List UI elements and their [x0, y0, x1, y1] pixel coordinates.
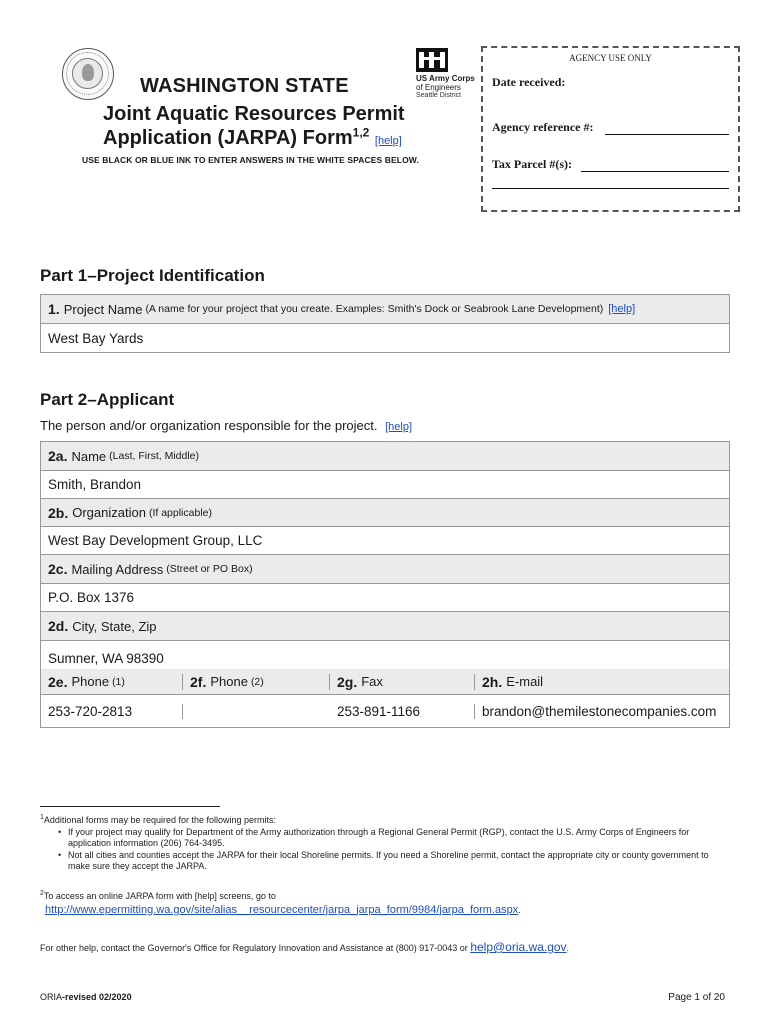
footnote-1-list — [58, 827, 730, 873]
q1-help-link[interactable]: [help] — [608, 303, 636, 315]
part2-help-link[interactable]: [help] — [385, 421, 413, 433]
footnote-divider — [40, 806, 220, 807]
footer-org: ORIA — [40, 992, 63, 1002]
q2d-number: 2d. — [48, 618, 69, 634]
page-number: Page 1 of 20 — [668, 992, 725, 1003]
phone2-header — [183, 674, 330, 690]
q2a-number: 2a. — [48, 448, 68, 464]
seal-portrait — [82, 64, 94, 81]
footnote-1 — [40, 815, 730, 873]
q2c-label: Mailing Address — [71, 561, 164, 577]
q2c-number: 2c. — [48, 561, 68, 577]
jarpa-form-link[interactable]: http://www.epermitting.wa.gov/site/alias__resourcecenter/jarpa_jarpa_form/9984/jarpa_form.aspx — [45, 903, 519, 916]
part1-title: Part 1–Project Identification — [40, 266, 265, 285]
organization-header — [41, 499, 729, 527]
q2b-hint: (If applicable) — [148, 506, 212, 519]
date-received-label: Date received: — [492, 75, 566, 89]
form-title-footnote-marks: 1,2 — [352, 125, 370, 140]
form-title-line1: Joint Aquatic Resources Permit — [103, 103, 405, 125]
usace-castle-icon — [416, 48, 448, 72]
agency-use-heading: AGENCY USE ONLY — [569, 53, 652, 63]
applicant-table — [40, 441, 730, 728]
q2f-label: Phone — [210, 674, 248, 689]
part2-intro — [40, 418, 412, 433]
footnote-2-text: To access an online JARPA form with [help] screens, go to — [43, 891, 276, 901]
fax-header — [330, 674, 475, 690]
q2b-label: Organization — [72, 505, 146, 520]
agency-reference-label: Agency reference #: — [492, 120, 594, 134]
state-title: WASHINGTON STATE — [140, 75, 349, 97]
footnote-2-mark: 2 — [40, 890, 44, 897]
contact-headers — [41, 669, 729, 695]
ink-instruction: USE BLACK OR BLUE INK TO ENTER ANSWERS IN THE WHITE SPACES BELOW. — [82, 155, 419, 165]
footnote-1-text: Additional forms may be required for the following permits: — [43, 815, 277, 825]
castle-bar — [419, 57, 445, 60]
name-header — [41, 442, 729, 471]
footnote-2-end: . — [518, 904, 521, 915]
q2e-number: 2e. — [48, 673, 68, 690]
footnote-1-mark: 1 — [40, 814, 44, 821]
part1-table — [40, 294, 730, 353]
phone1-field[interactable]: 253-720-2813 — [41, 704, 183, 719]
q2h-label: E-mail — [506, 674, 544, 689]
tax-parcel-line-2[interactable] — [492, 188, 729, 189]
form-title-line2 — [103, 126, 405, 153]
organization-field[interactable]: West Bay Development Group, LLC — [41, 527, 729, 555]
help-email-link[interactable]: help@oria.wa.gov — [470, 940, 567, 954]
city-state-zip-field[interactable]: Sumner, WA 98390 — [48, 650, 164, 666]
project-name-field[interactable]: West Bay Yards — [48, 330, 144, 346]
footnote-1-bullet-shoreline: • Not all cities and counties accept the JARPA for their local Shoreline permits. If you need a Shoreline permit, contact the appropriate city or county government to make sure they accept the JARPA. — [58, 850, 730, 873]
q2c-hint: (Street or PO Box) — [166, 563, 253, 575]
q2a-label: Name — [71, 448, 107, 464]
form-title-line2-text: Application (JARPA) Form — [103, 127, 353, 149]
usace-line3: Seattle District — [416, 92, 462, 99]
q2f-number: 2f. — [190, 673, 207, 690]
footnote-2 — [40, 891, 730, 916]
city-state-zip-header — [41, 612, 729, 641]
footer-revised: -revised 02/2020 — [62, 992, 132, 1002]
castle-tower-right — [440, 52, 445, 68]
revision-footer — [40, 992, 132, 1002]
name-field[interactable]: Smith, Brandon — [41, 471, 729, 499]
usace-text — [416, 75, 475, 101]
phone1-header — [41, 674, 183, 690]
tax-parcel-line[interactable] — [581, 171, 729, 172]
part2-intro-text: The person and/or organization responsible for the project. — [40, 418, 378, 433]
q1-label: Project Name — [63, 301, 143, 317]
q2g-label: Fax — [361, 674, 383, 689]
q1-number: 1. — [48, 301, 60, 317]
form-title — [103, 102, 405, 153]
mailing-address-header — [41, 555, 729, 584]
castle-tower-mid — [429, 52, 434, 68]
q2f-hint: (2) — [250, 675, 264, 688]
usace-line2: of Engineers — [416, 82, 461, 92]
q2h-number: 2h. — [482, 673, 503, 690]
castle-tower-left — [419, 52, 424, 68]
title-help-link[interactable]: [help] — [374, 135, 402, 147]
part2-title: Part 2–Applicant — [40, 390, 175, 409]
q2g-number: 2g. — [337, 673, 358, 690]
project-name-header — [41, 295, 729, 324]
q2b-number: 2b. — [48, 504, 69, 521]
footnote-2-url-line — [45, 905, 730, 917]
agency-use-box — [481, 46, 740, 212]
q2e-label: Phone — [71, 674, 110, 689]
other-help-text: For other help, contact the Governor's Office for Regulatory Innovation and Assistance at (800) 917-0043 or — [40, 943, 468, 953]
other-help — [40, 942, 730, 955]
contact-values — [41, 695, 729, 727]
footnote-2-lead — [40, 891, 730, 903]
fax-field[interactable]: 253-891-1166 — [330, 704, 475, 719]
mailing-address-field[interactable]: P.O. Box 1376 — [41, 584, 729, 612]
email-field[interactable]: brandon@themilestonecompanies.com — [482, 703, 717, 719]
usace-line1: US Army Corps — [416, 74, 475, 83]
q2e-hint: (1) — [112, 675, 125, 688]
washington-state-seal-icon — [62, 48, 114, 100]
q2a-hint: (Last, First, Middle) — [109, 450, 200, 462]
email-header — [475, 674, 729, 690]
footnote-1-bullet-rgp: • If your project may qualify for Department of the Army authorization through a Regional General Permit (RGP), contact the U.S. Army Corps of Engineers for application information (206) 764-3495. — [58, 827, 730, 850]
footnote-1-lead — [40, 815, 730, 827]
tax-parcel-label: Tax Parcel #(s): — [492, 157, 572, 171]
other-help-end: . — [566, 943, 570, 953]
agency-reference-line[interactable] — [605, 134, 729, 135]
q1-hint: (A name for your project that you create. Examples: Smith's Dock or Seabrook Lane Development) — [145, 303, 604, 315]
q2d-label: City, State, Zip — [72, 618, 157, 634]
